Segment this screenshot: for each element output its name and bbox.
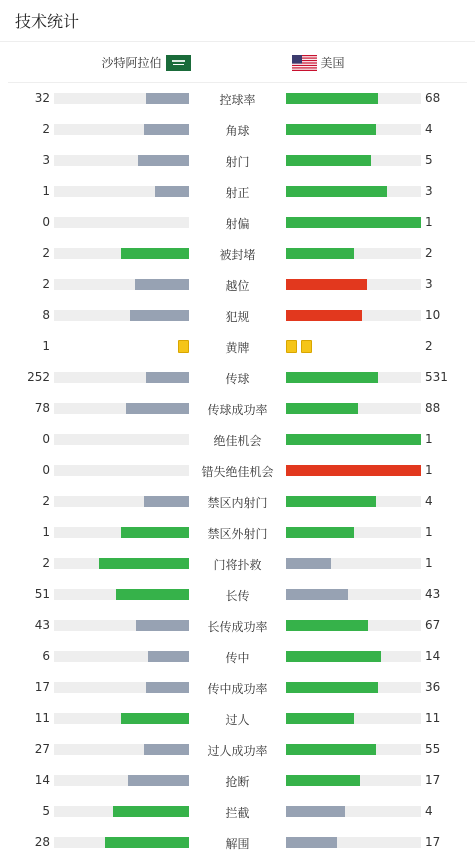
away-value: 68: [425, 91, 441, 105]
home-value: 43: [34, 618, 50, 632]
stat-row: [0, 176, 475, 207]
home-bar-track: [54, 434, 189, 445]
away-bar-track: [286, 434, 421, 445]
away-bar-track: [286, 496, 421, 507]
home-bar-fill: [116, 589, 189, 600]
stat-label: 抢断: [225, 775, 250, 789]
stat-label: 长传: [225, 589, 250, 603]
away-value: 4: [425, 494, 433, 508]
stat-row: [0, 641, 475, 672]
away-bar-fill: [286, 806, 345, 817]
stat-label: 控球率: [219, 93, 256, 107]
home-bar-fill: [138, 155, 189, 166]
home-value: 8: [42, 308, 50, 322]
away-value: 4: [425, 804, 433, 818]
home-value: 28: [34, 835, 50, 849]
away-bar-track: [286, 775, 421, 786]
home-value: 11: [34, 711, 50, 725]
home-bar-fill: [146, 93, 189, 104]
header: [0, 0, 475, 42]
away-value: 1: [425, 215, 433, 229]
home-yellow-cards: [178, 340, 189, 353]
away-bar-track: [286, 155, 421, 166]
yellow-card-icon: [286, 340, 297, 353]
stat-label: 传球成功率: [207, 403, 268, 417]
home-bar-track: [54, 744, 189, 755]
away-bar-track: [286, 806, 421, 817]
home-bar-track: [54, 620, 189, 631]
stat-row: [0, 579, 475, 610]
away-bar-track: [286, 527, 421, 538]
stat-row: [0, 703, 475, 734]
home-value: 0: [42, 215, 50, 229]
away-value: 1: [425, 525, 433, 539]
away-bar-fill: [286, 527, 354, 538]
home-bar-track: [54, 527, 189, 538]
stat-label: 射偏: [225, 217, 250, 231]
home-bar-track: [54, 558, 189, 569]
away-bar-track: [286, 403, 421, 414]
away-bar-fill: [286, 124, 376, 135]
stat-label: 长传成功率: [207, 620, 268, 634]
away-bar-track: [286, 186, 421, 197]
home-value: 2: [42, 277, 50, 291]
away-bar-fill: [286, 279, 367, 290]
home-value: 51: [34, 587, 50, 601]
home-value: 14: [34, 773, 50, 787]
stat-row: [0, 83, 475, 114]
away-bar-fill: [286, 310, 362, 321]
home-bar-track: [54, 310, 189, 321]
away-yellow-cards: [286, 340, 312, 353]
home-bar-fill: [146, 372, 189, 383]
stat-label: 禁区外射门: [207, 527, 268, 541]
away-bar-fill: [286, 744, 376, 755]
away-value: 10: [425, 308, 441, 322]
home-bar-fill: [146, 682, 189, 693]
home-bar-track: [54, 775, 189, 786]
teams-header: [8, 42, 467, 83]
stat-label: 传球: [225, 372, 250, 386]
home-bar-track: [54, 372, 189, 383]
away-bar-track: [286, 124, 421, 135]
home-value: 1: [42, 184, 50, 198]
stat-row: [0, 548, 475, 579]
home-bar-fill: [136, 620, 189, 631]
stat-row: [0, 145, 475, 176]
away-bar-track: [286, 279, 421, 290]
stat-row: [0, 827, 475, 858]
stat-label: 角球: [225, 124, 250, 138]
home-bar-fill: [148, 651, 189, 662]
away-bar-track: [286, 93, 421, 104]
stat-row: [0, 238, 475, 269]
away-bar-track: [286, 558, 421, 569]
usa-flag-icon: [292, 55, 317, 71]
home-bar-fill: [130, 310, 189, 321]
home-value: 2: [42, 122, 50, 136]
home-value: 252: [27, 370, 50, 384]
stat-label: 错失绝佳机会: [201, 465, 274, 479]
stat-row: [0, 610, 475, 641]
home-value: 5: [42, 804, 50, 818]
away-bar-track: [286, 248, 421, 259]
home-bar-track: [54, 682, 189, 693]
away-bar-fill: [286, 217, 421, 228]
home-bar-fill: [144, 744, 189, 755]
away-bar-fill: [286, 155, 371, 166]
home-bar-track: [54, 465, 189, 476]
away-value: 1: [425, 463, 433, 477]
stat-label: 犯规: [225, 310, 250, 324]
stat-row: [0, 796, 475, 827]
away-value: 5: [425, 153, 433, 167]
page-title: 技术统计: [15, 12, 80, 31]
home-bar-track: [54, 837, 189, 848]
stat-row: [0, 734, 475, 765]
away-bar-fill: [286, 620, 368, 631]
away-team-name: 美国: [320, 56, 345, 70]
home-bar-fill: [144, 124, 189, 135]
away-bar-track: [286, 310, 421, 321]
away-bar-fill: [286, 465, 421, 476]
away-bar-fill: [286, 248, 354, 259]
stat-label: 拦截: [225, 806, 250, 820]
away-bar-fill: [286, 589, 348, 600]
stat-label: 禁区内射门: [207, 496, 268, 510]
away-value: 17: [425, 773, 441, 787]
home-bar-track: [54, 496, 189, 507]
home-bar-fill: [155, 186, 189, 197]
away-bar-track: [286, 744, 421, 755]
away-bar-track: [286, 372, 421, 383]
away-value: 4: [425, 122, 433, 136]
away-bar-track: [286, 682, 421, 693]
away-bar-fill: [286, 186, 387, 197]
home-bar-fill: [144, 496, 189, 507]
stat-row: [0, 331, 475, 362]
home-bar-track: [54, 217, 189, 228]
away-bar-fill: [286, 682, 378, 693]
away-bar-fill: [286, 403, 358, 414]
yellow-card-icon: [301, 340, 312, 353]
home-bar-track: [54, 248, 189, 259]
away-bar-track: [286, 589, 421, 600]
home-bar-track: [54, 124, 189, 135]
away-value: 11: [425, 711, 441, 725]
away-bar-fill: [286, 93, 378, 104]
stat-row: [0, 455, 475, 486]
away-team: [292, 54, 345, 71]
home-value: 6: [42, 649, 50, 663]
home-value: 3: [42, 153, 50, 167]
stat-label: 传中: [225, 651, 250, 665]
home-bar-fill: [121, 248, 189, 259]
home-value: 32: [34, 91, 50, 105]
stat-label: 解围: [225, 837, 250, 851]
home-bar-fill: [126, 403, 189, 414]
away-bar-track: [286, 465, 421, 476]
stat-label: 绝佳机会: [213, 434, 262, 448]
away-bar-fill: [286, 651, 381, 662]
stat-row: [0, 486, 475, 517]
away-value: 1: [425, 556, 433, 570]
stat-row: [0, 300, 475, 331]
away-bar-fill: [286, 837, 337, 848]
away-bar-track: [286, 651, 421, 662]
stat-row: [0, 362, 475, 393]
yellow-card-icon: [178, 340, 189, 353]
away-value: 2: [425, 246, 433, 260]
away-bar-track: [286, 713, 421, 724]
away-value: 3: [425, 184, 433, 198]
saudi-arabia-flag-icon: [166, 55, 191, 71]
away-bar-fill: [286, 558, 331, 569]
away-value: 43: [425, 587, 441, 601]
stat-row: [0, 393, 475, 424]
away-value: 3: [425, 277, 433, 291]
home-bar-track: [54, 186, 189, 197]
home-bar-fill: [121, 713, 189, 724]
away-value: 14: [425, 649, 441, 663]
away-bar-track: [286, 217, 421, 228]
home-bar-track: [54, 93, 189, 104]
home-value: 0: [42, 432, 50, 446]
away-value: 88: [425, 401, 441, 415]
home-value: 2: [42, 494, 50, 508]
home-value: 17: [34, 680, 50, 694]
stat-label: 过人: [225, 713, 250, 727]
home-bar-fill: [105, 837, 189, 848]
stat-label: 传中成功率: [207, 682, 268, 696]
home-bar-fill: [135, 279, 189, 290]
away-value: 55: [425, 742, 441, 756]
home-value: 0: [42, 463, 50, 477]
away-value: 2: [425, 339, 433, 353]
stat-label: 黄牌: [225, 341, 250, 355]
away-bar-fill: [286, 372, 378, 383]
home-team: [101, 54, 190, 71]
home-value: 2: [42, 556, 50, 570]
away-bar-fill: [286, 775, 360, 786]
home-bar-fill: [99, 558, 189, 569]
home-value: 2: [42, 246, 50, 260]
away-value: 36: [425, 680, 441, 694]
away-value: 531: [425, 370, 448, 384]
stat-row: [0, 269, 475, 300]
home-value: 27: [34, 742, 50, 756]
home-bar-track: [54, 806, 189, 817]
home-value: 1: [42, 339, 50, 353]
away-value: 1: [425, 432, 433, 446]
home-bar-track: [54, 713, 189, 724]
home-value: 78: [34, 401, 50, 415]
stat-label: 被封堵: [219, 248, 256, 262]
away-bar-fill: [286, 434, 421, 445]
home-bar-track: [54, 155, 189, 166]
home-bar-track: [54, 279, 189, 290]
stat-label: 射正: [225, 186, 250, 200]
stat-label: 门将扑救: [213, 558, 262, 572]
stat-row: [0, 672, 475, 703]
home-bar-fill: [113, 806, 189, 817]
stat-row: [0, 765, 475, 796]
stat-row: [0, 517, 475, 548]
away-bar-track: [286, 837, 421, 848]
away-value: 67: [425, 618, 441, 632]
stat-label: 射门: [225, 155, 250, 169]
stat-row: [0, 207, 475, 238]
home-bar-fill: [128, 775, 189, 786]
away-bar-track: [286, 620, 421, 631]
away-bar-fill: [286, 496, 376, 507]
stat-label: 越位: [225, 279, 250, 293]
home-bar-track: [54, 651, 189, 662]
stat-row: [0, 424, 475, 455]
home-value: 1: [42, 525, 50, 539]
home-team-name: 沙特阿拉伯: [101, 56, 162, 70]
stats-list: [0, 83, 475, 858]
home-bar-track: [54, 403, 189, 414]
away-bar-fill: [286, 713, 354, 724]
stat-row: [0, 114, 475, 145]
away-value: 17: [425, 835, 441, 849]
home-bar-track: [54, 589, 189, 600]
home-bar-fill: [121, 527, 189, 538]
stat-label: 过人成功率: [207, 744, 268, 758]
